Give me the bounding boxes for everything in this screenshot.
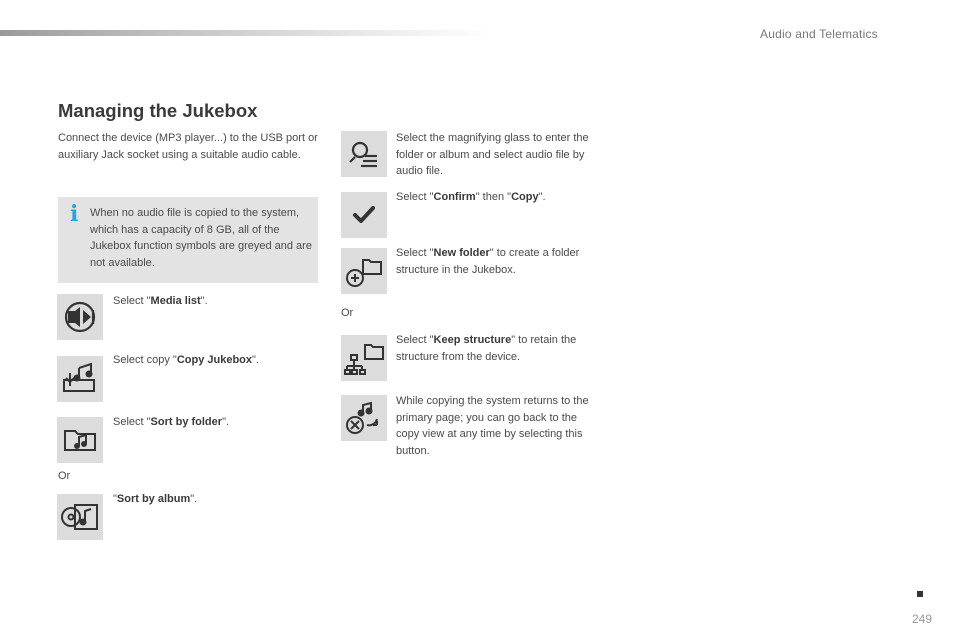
sort-by-album-icon (57, 494, 103, 540)
copy-in-progress-icon (341, 395, 387, 441)
sort-by-folder-icon (57, 417, 103, 463)
step-copy-jukebox: Select copy "Copy Jukebox". (113, 354, 259, 366)
header-gradient-bar (0, 30, 490, 36)
or-label-right: Or (341, 307, 354, 319)
step-confirm: Select "Confirm" then "Copy". (396, 191, 546, 203)
step-copying: While copying the system returns to the primary page; you can go back to the copy view at any time by selecting this button. (396, 395, 589, 457)
copy-jukebox-icon (57, 356, 103, 402)
page-number: 249 (912, 612, 933, 626)
intro-text: Connect the device (MP3 player...) to the USB port or auxiliary Jack socket using a suitable audio cable. (58, 132, 318, 161)
magnifying-glass-icon (341, 131, 387, 177)
step-media-list: Select "Media list". (113, 295, 208, 307)
new-folder-icon (341, 248, 387, 294)
info-note (58, 197, 318, 283)
info-note-text: When no audio file is copied to the system, which has a capacity of 8 GB, all of the Jukebox function symbols are greyed and are not available. (90, 207, 312, 269)
step-new-folder: Select "New folder" to create a folder structure in the Jukebox. (396, 247, 580, 276)
page-marker (917, 591, 923, 597)
info-icon: i (70, 201, 79, 227)
step-magnify: Select the magnifying glass to enter the folder or album and select audio file by audio file. (396, 132, 589, 177)
keep-structure-icon (341, 335, 387, 381)
step-sort-by-album: "Sort by album". (113, 493, 198, 505)
step-keep-structure: Select "Keep structure" to retain the structure from the device. (396, 334, 577, 363)
section-title: Audio and Telematics (760, 27, 878, 41)
page-title: Managing the Jukebox (58, 100, 258, 121)
step-sort-by-folder: Select "Sort by folder". (113, 416, 230, 428)
media-list-icon (57, 294, 103, 340)
or-label-left: Or (58, 470, 71, 482)
confirm-check-icon (341, 192, 387, 238)
